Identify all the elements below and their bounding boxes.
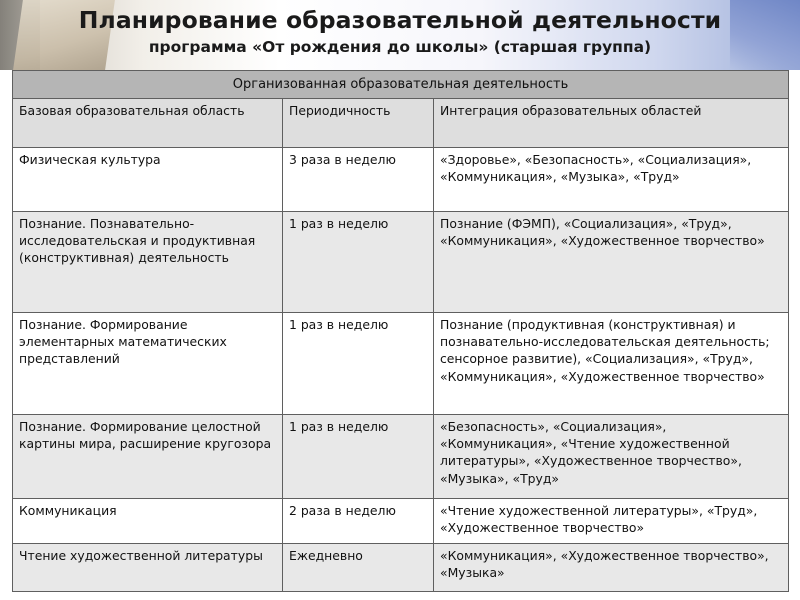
table-row (13, 499, 789, 544)
cell-integration: «Чтение художественной литературы», «Труд», «Художественное творчество» (434, 499, 789, 544)
cell-integration: «Безопасность», «Социализация», «Коммуникация», «Чтение художественной литературы», «Художественное творчество», «Музыка», «Труд» (434, 415, 789, 499)
cell-frequency: 3 раза в неделю (283, 148, 434, 212)
column-header-area: Базовая образовательная область (13, 99, 283, 148)
table-caption-row (13, 71, 789, 99)
cell-frequency: 2 раза в неделю (283, 499, 434, 544)
cell-area: Познание. Познавательно-исследовательская и продуктивная (конструктивная) деятельность (13, 212, 283, 313)
planning-table (12, 70, 789, 592)
table-row (13, 148, 789, 212)
column-header-integration: Интеграция образовательных областей (434, 99, 789, 148)
page-subtitle: программа «От рождения до школы» (старшая группа) (148, 38, 652, 56)
column-header-row (13, 99, 789, 148)
cell-integration: Познание (ФЭМП), «Социализация», «Труд», «Коммуникация», «Художественное творчество» (434, 212, 789, 313)
cell-integration: «Коммуникация», «Художественное творчество», «Музыка» (434, 544, 789, 592)
table-row (13, 415, 789, 499)
cell-frequency: 1 раз в неделю (283, 415, 434, 499)
cell-area: Познание. Формирование целостной картины мира, расширение кругозора (13, 415, 283, 499)
cell-integration: «Здоровье», «Безопасность», «Социализация», «Коммуникация», «Музыка», «Труд» (434, 148, 789, 212)
cell-frequency: 1 раз в неделю (283, 212, 434, 313)
cell-frequency: 1 раз в неделю (283, 313, 434, 415)
page-title: Планирование образовательной деятельности (78, 6, 722, 34)
column-header-frequency: Периодичность (283, 99, 434, 148)
cell-frequency: Ежедневно (283, 544, 434, 592)
table-caption: Организованная образовательная деятельность (13, 71, 789, 99)
table-row (13, 544, 789, 592)
table-row (13, 212, 789, 313)
cell-area: Физическая культура (13, 148, 283, 212)
cell-area: Познание. Формирование элементарных математических представлений (13, 313, 283, 415)
cell-area: Коммуникация (13, 499, 283, 544)
cell-area: Чтение художественной литературы (13, 544, 283, 592)
cell-integration: Познание (продуктивная (конструктивная) и познавательно-исследовательская деятельность; сенсорное развитие), «Социализация», «Труд», «Коммуникация», «Художественное творчество» (434, 313, 789, 415)
table-row (13, 313, 789, 415)
